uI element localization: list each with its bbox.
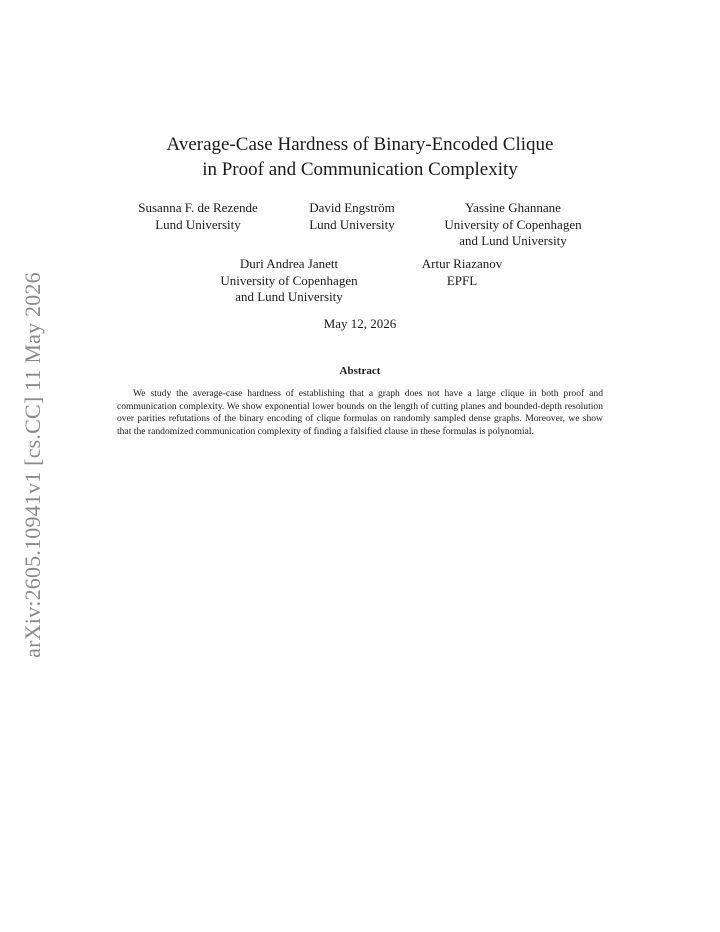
author-block [118, 200, 278, 233]
abstract-text: We study the average-case hardness of establishing that a graph does not have a large clique in both proof and communication complexity. We show exponential lower bounds on the length of cutting planes and bounded-depth resolution over parities refutations of the binary encoding of clique formulas on randomly sampled dense graphs. Moreover, we show that the randomized communication complexity of finding a falsified clause in these formulas is polynomial. [117, 388, 603, 437]
author-name: Yassine Ghannane [465, 200, 561, 215]
author-block [292, 200, 412, 233]
publication-date: May 12, 2026 [323, 316, 397, 331]
title-line-2: in Proof and Communication Complexity [202, 159, 518, 180]
arxiv-identifier-stamp: arXiv:2605.10941v1 [cs.CC] 11 May 2026 [20, 272, 45, 658]
author-affiliation: and Lund University [459, 233, 567, 248]
author-affiliation: University of Copenhagen [444, 216, 582, 232]
author-block [402, 256, 522, 289]
title-line-1: Average-Case Hardness of Binary-Encoded Clique [166, 134, 554, 155]
author-affiliation: University of Copenhagen [220, 272, 358, 288]
author-name: Duri Andrea Janett [239, 256, 339, 271]
author-affiliation: EPFL [446, 272, 478, 288]
author-block [204, 256, 374, 306]
author-name: Susanna F. de Rezende [138, 200, 258, 215]
author-name: Artur Riazanov [421, 256, 503, 271]
author-affiliation: Lund University [155, 216, 241, 232]
author-block [428, 200, 598, 250]
author-name: David Engström [309, 200, 395, 215]
author-affiliation: and Lund University [235, 289, 343, 304]
abstract-heading: Abstract [339, 365, 381, 377]
paper-title [100, 132, 620, 182]
author-affiliation: Lund University [309, 216, 395, 232]
